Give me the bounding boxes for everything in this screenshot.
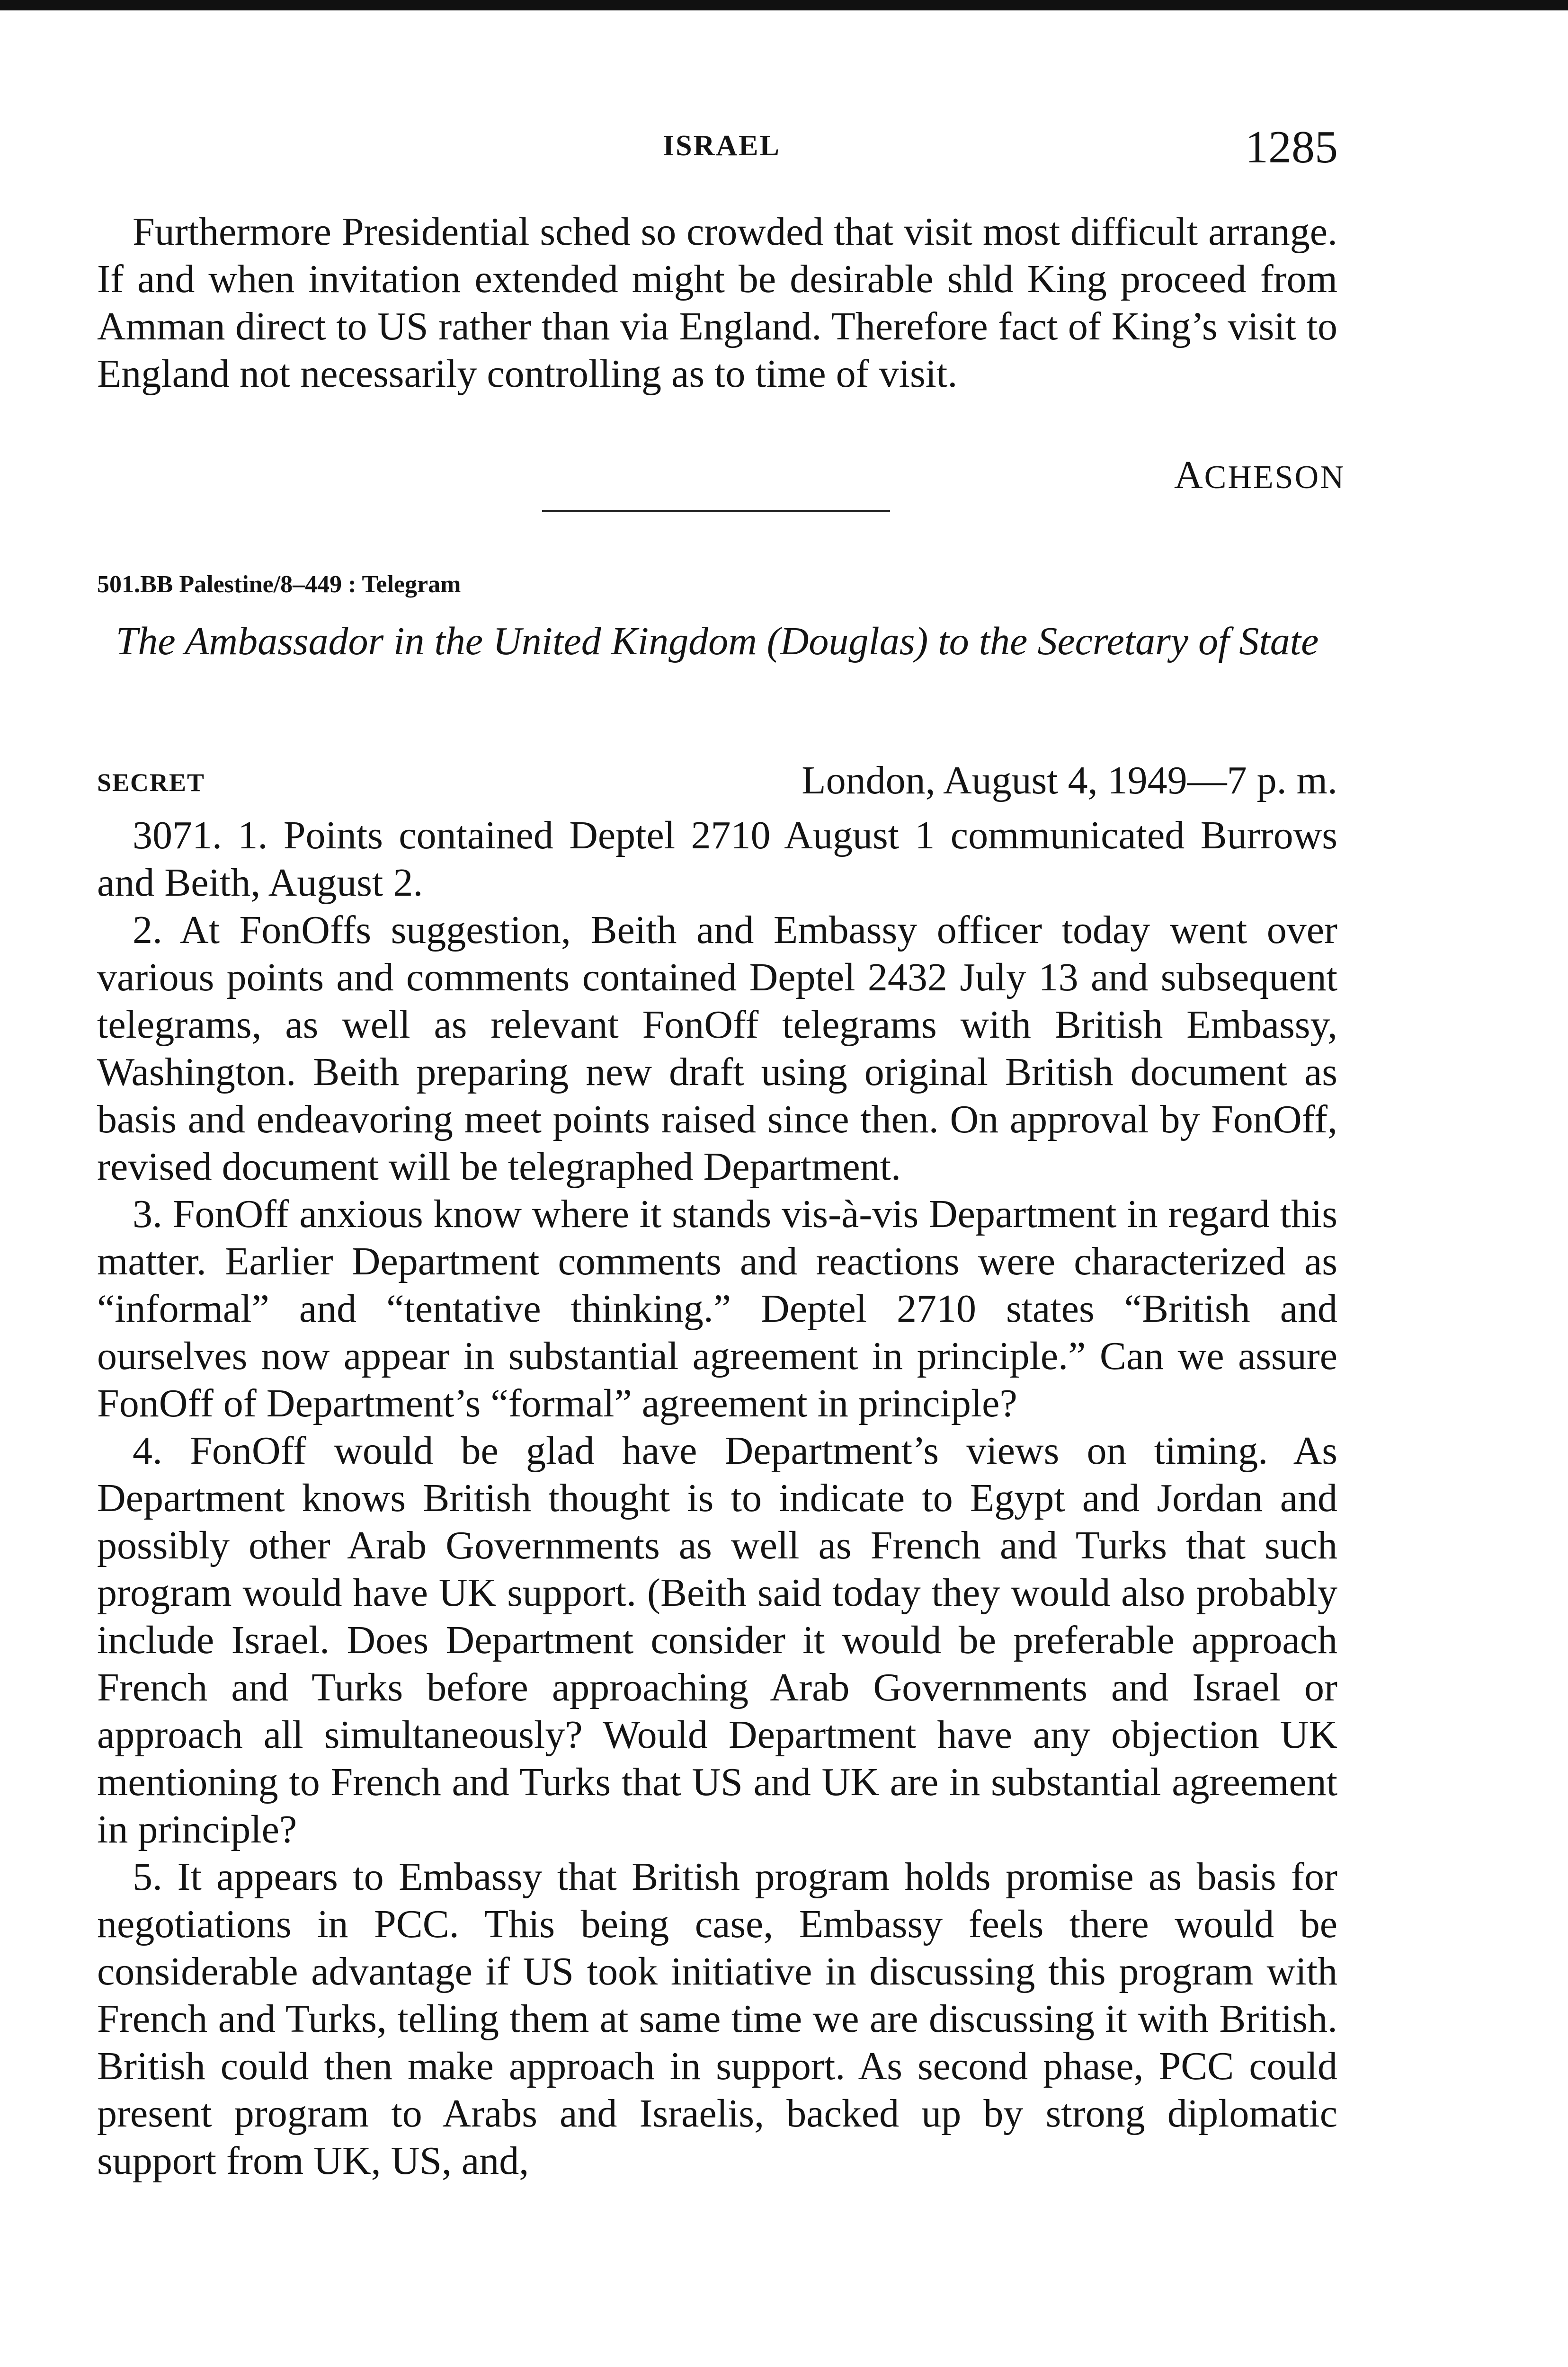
page-number: 1285 [1245,122,1338,173]
paragraph-4: 4. FonOff would be glad have Department’s views on timing. As Department knows British thought is to indicate to Egypt and Jordan and possibly other Arab Governments as well as French and Turks that such program would have UK support. (Beith said today they would also probably include Israel. Does Department consider it would be preferable approach French and Turks before approaching Arab Governments and Israel or approach all simultaneously? Would Department have any objection UK mentioning to French and Turks that US and UK are in substantial agreement in principle? [97,1429,1337,1851]
running-header [0,121,1568,173]
paragraph-1: 3071. 1. Points contained Deptel 2710 August 1 communicated Burrows and Beith, August 2. [97,813,1337,905]
closing-paragraph: Furthermore Presidential sched so crowded that visit most difficult arrange. If and when invitation extended might be desirable shld King proceed from Amman direct to US rather than via England. Therefore fact of King’s visit to England not necessarily controlling as to time of visit. [97,210,1337,396]
paragraph-2: 2. At FonOffs suggestion, Beith and Embassy officer today went over various points and comments contained Deptel 2432 July 13 and subsequent telegrams, as well as relevant FonOff telegrams with British Embassy, Washington. Beith preparing new draft using original British document as basis and endeavoring meet points raised since then. On approval by FonOff, revised document will be telegraphed Department. [97,908,1337,1189]
document-title: The Ambassador in the United Kingdom (Douglas) to the Secretary of State [116,619,1319,663]
signature-rest: CHESON [1204,459,1345,496]
file-reference: 501.BB Palestine/8–449 : Telegram [97,571,461,598]
paragraph-3: 3. FonOff anxious know where it stands vis-à-vis Department in regard this matter. Earlier Department comments and reactions were characterized as “informal” and “tentative thinking.” Deptel 2710 states “British and ourselves now appear in substantial agreement in principle.” Can we assure FonOff of Department’s “formal” agreement in principle? [97,1192,1337,1425]
section-divider [542,510,890,512]
signature-initial: A [1174,453,1204,497]
scan-border [0,0,1568,10]
classification-label: SECRET [97,768,205,797]
previous-document-text [97,208,1337,398]
running-title: ISRAEL [663,130,781,162]
signature [1174,452,1345,498]
paragraph-5: 5. It appears to Embassy that British program holds promise as basis for negotiations in PCC. This being case, Embassy feels there would be considerable advantage if US took initiative in discussing this program with French and Turks, telling them at same time we are discussing it with British. British could then make approach in support. As second phase, PCC could present program to Arabs and Israelis, backed up by strong diplomatic support from UK, US, and, [97,1855,1337,2183]
dateline: London, August 4, 1949—7 p. m. [802,758,1337,802]
telegram-body [97,812,1337,2185]
